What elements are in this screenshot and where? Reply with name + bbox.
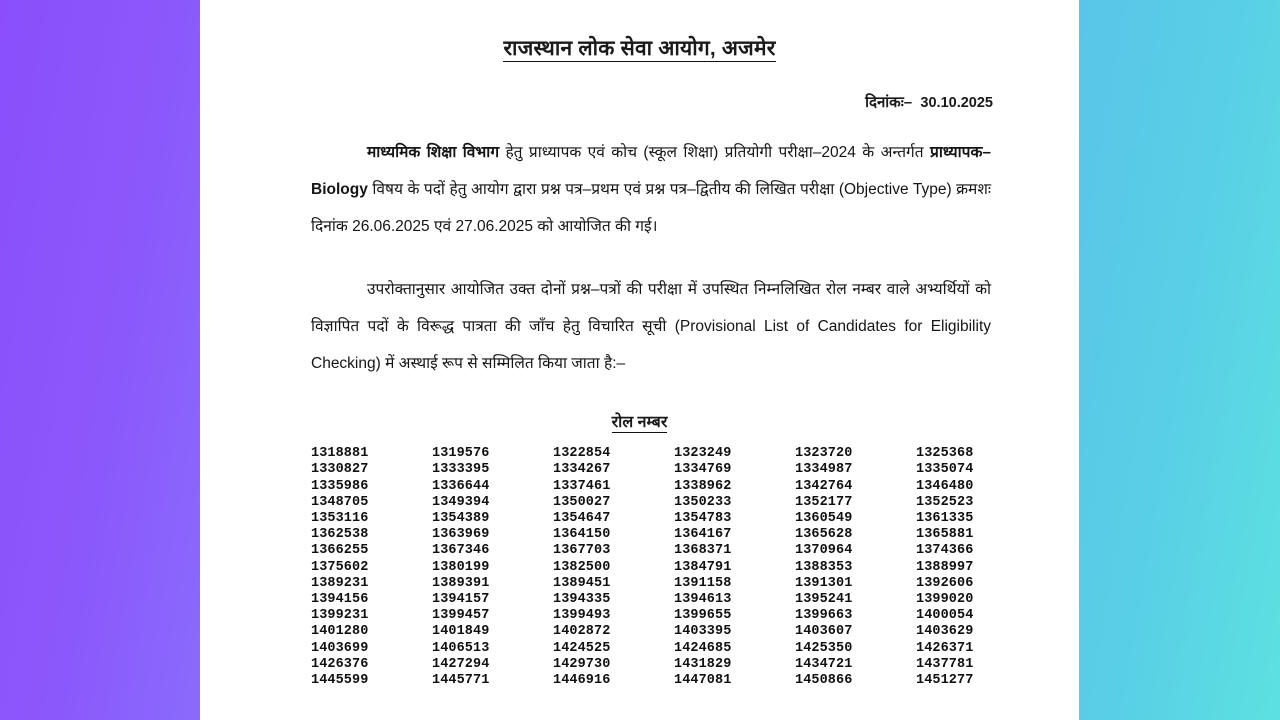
roll-number-cell: 1425350 [795,640,853,656]
roll-number-cell: 1350027 [553,494,611,510]
roll-number-cell: 1391158 [674,575,732,591]
paragraph-exam-details [200,112,1079,245]
document-content [200,0,1079,689]
roll-number-cell: 1336644 [432,478,490,494]
roll-number-cell: 1375602 [311,559,369,575]
roll-numbers-grid [200,432,1079,689]
roll-number-cell: 1399457 [432,608,490,624]
roll-number-cell: 1403607 [795,624,853,640]
roll-number-cell: 1354783 [674,511,732,527]
roll-number-cell: 1354389 [432,511,490,527]
roll-number-cell: 1334267 [553,462,611,478]
date-line [200,62,1079,112]
roll-number-cell: 1437781 [916,656,974,672]
paragraph-1-bold-subject: प्राध्यापक–Biology [311,144,991,199]
roll-number-cell: 1394613 [674,592,732,608]
roll-number-cell: 1389231 [311,575,369,591]
roll-number-cell: 1364167 [674,527,732,543]
roll-number-cell: 1384791 [674,559,732,575]
roll-number-cell: 1367703 [553,543,611,559]
roll-number-cell: 1424525 [553,640,611,656]
roll-number-cell: 1333395 [432,462,490,478]
roll-number-cell: 1426371 [916,640,974,656]
roll-number-cell: 1388353 [795,559,853,575]
roll-number-cell: 1368371 [674,543,732,559]
roll-number-cell: 1427294 [432,656,490,672]
roll-number-cell: 1445771 [432,673,490,689]
roll-number-cell: 1394335 [553,592,611,608]
roll-number-cell: 1323720 [795,446,853,462]
roll-number-cell: 1424685 [674,640,732,656]
roll-number-cell: 1388997 [916,559,974,575]
roll-number-cell: 1446916 [553,673,611,689]
roll-number-cell: 1364150 [553,527,611,543]
roll-number-cell: 1394157 [432,592,490,608]
decorative-left-gradient-band [0,0,200,720]
roll-number-cell: 1434721 [795,656,853,672]
roll-number-cell: 1389451 [553,575,611,591]
roll-number-cell: 1399655 [674,608,732,624]
roll-number-cell: 1426376 [311,656,369,672]
roll-number-cell: 1374366 [916,543,974,559]
roll-number-cell: 1353116 [311,511,369,527]
document-page [200,0,1079,720]
roll-number-cell: 1318881 [311,446,369,462]
roll-number-cell: 1400054 [916,608,974,624]
roll-number-cell: 1399663 [795,608,853,624]
roll-number-cell: 1402872 [553,624,611,640]
page-title-text: राजस्थान लोक सेवा आयोग, अजमेर [503,37,776,60]
roll-number-cell: 1352523 [916,494,974,510]
roll-number-cell: 1403699 [311,640,369,656]
roll-number-cell: 1429730 [553,656,611,672]
roll-number-cell: 1450866 [795,673,853,689]
paragraph-1-text-1: हेतु प्राध्यापक एवं कोच (स्कूल शिक्षा) प्रतियोगी परीक्षा–2024 के अन्तर्गत [499,144,930,162]
roll-number-cell: 1367346 [432,543,490,559]
roll-number-cell: 1360549 [795,511,853,527]
roll-number-cell: 1451277 [916,673,974,689]
roll-number-cell: 1338962 [674,478,732,494]
roll-number-cell: 1337461 [553,478,611,494]
roll-numbers-heading [200,382,1079,432]
roll-numbers-heading-text: रोल नम्बर [611,414,668,432]
roll-number-cell: 1354647 [553,511,611,527]
roll-number-cell: 1403395 [674,624,732,640]
roll-number-cell: 1389391 [432,575,490,591]
date-label: दिनांकः– [865,94,913,112]
roll-number-cell: 1349394 [432,494,490,510]
paragraph-1-text-2: विषय के पदों हेतु आयोग द्वारा प्रश्न पत्र–प्रथम एवं प्रश्न पत्र–द्वितीय की लिखित परीक्षा (Objective Type) क्रमशः दिनांक 26.06.2025 एवं 27.06.2025 को आयोजित की गई। [311,181,991,236]
page-title [200,0,1079,62]
roll-number-cell: 1325368 [916,446,974,462]
roll-number-cell: 1352177 [795,494,853,510]
roll-number-cell: 1365628 [795,527,853,543]
roll-number-cell: 1445599 [311,673,369,689]
roll-number-cell: 1394156 [311,592,369,608]
roll-number-cell: 1361335 [916,511,974,527]
roll-number-cell: 1322854 [553,446,611,462]
paragraph-1-bold-department: माध्यमिक शिक्षा विभाग [367,144,500,162]
roll-number-cell: 1366255 [311,543,369,559]
roll-number-cell: 1334987 [795,462,853,478]
roll-number-cell: 1431829 [674,656,732,672]
roll-number-cell: 1363969 [432,527,490,543]
roll-number-cell: 1447081 [674,673,732,689]
date-value: 30.10.2025 [920,95,993,112]
roll-number-cell: 1346480 [916,478,974,494]
roll-number-cell: 1399020 [916,592,974,608]
roll-number-cell: 1401849 [432,624,490,640]
roll-number-cell: 1399231 [311,608,369,624]
roll-number-cell: 1350233 [674,494,732,510]
roll-number-cell: 1335986 [311,478,369,494]
roll-number-cell: 1403629 [916,624,974,640]
roll-number-cell: 1330827 [311,462,369,478]
roll-number-cell: 1323249 [674,446,732,462]
roll-number-cell: 1365881 [916,527,974,543]
roll-number-cell: 1342764 [795,478,853,494]
roll-number-cell: 1319576 [432,446,490,462]
paragraph-provisional-list: उपरोक्तानुसार आयोजित उक्त दोनों प्रश्न–पत्रों की परीक्षा में उपस्थित निम्नलिखित रोल नम्बर वाले अभ्यर्थियों को विज्ञापित पदों के विरूद्ध पात्रता की जाँच हेतु विचारित सूची (Provisional List of Candidates for Eligibility Checking) में अस्थाई रूप से सम्मिलित किया जाता है:– [311,281,991,373]
roll-number-cell: 1370964 [795,543,853,559]
roll-number-cell: 1401280 [311,624,369,640]
roll-number-cell: 1392606 [916,575,974,591]
roll-number-cell: 1391301 [795,575,853,591]
roll-number-cell: 1406513 [432,640,490,656]
roll-number-cell: 1380199 [432,559,490,575]
roll-number-cell: 1382500 [553,559,611,575]
roll-number-cell: 1334769 [674,462,732,478]
decorative-right-gradient-band [1079,0,1280,720]
roll-number-cell: 1399493 [553,608,611,624]
roll-number-cell: 1362538 [311,527,369,543]
roll-number-cell: 1395241 [795,592,853,608]
roll-number-cell: 1335074 [916,462,974,478]
roll-number-cell: 1348705 [311,494,369,510]
